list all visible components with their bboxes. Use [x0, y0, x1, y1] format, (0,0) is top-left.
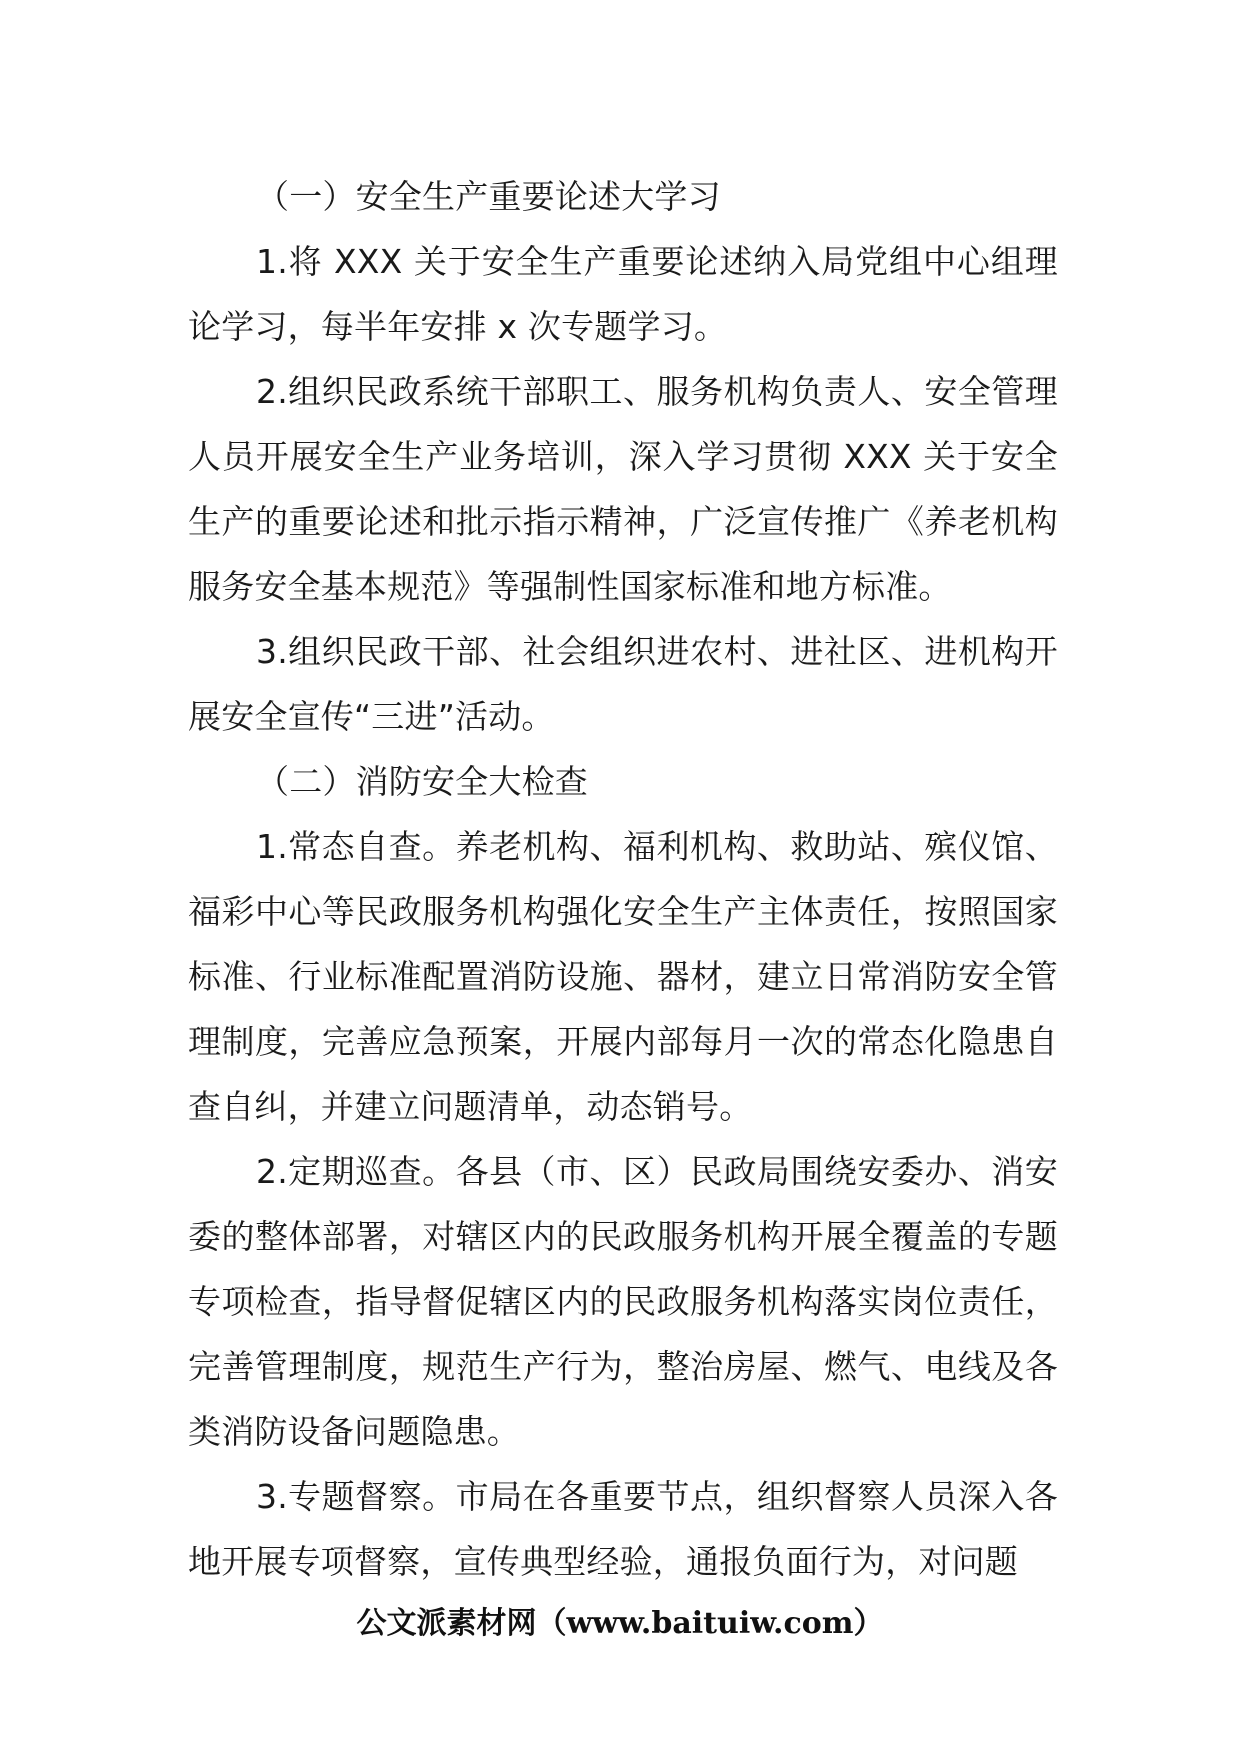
paragraph-1-1: 1.将 XXX 关于安全生产重要论述纳入局党组中心组理论学习，每半年安排 x 次专题学习。 — [188, 242, 1058, 346]
paragraph-2-2: 2.定期巡查。各县（市、区）民政局围绕安委办、消安委的整体部署，对辖区内的民政服务机构开展全覆盖的专题专项检查，指导督促辖区内的民政服务机构落实岗位责任，完善管理制度，规范生产行为，整治房屋、燃气、电线及各类消防设备问题隐患。 — [188, 1152, 1058, 1451]
section-heading-2: （二）消防安全大检查 — [256, 762, 588, 801]
paragraph-1-3: 3.组织民政干部、社会组织进农村、进社区、进机构开展安全宣传“三进”活动。 — [188, 632, 1058, 736]
document-body — [188, 164, 1058, 1594]
section-heading-1: （一）安全生产重要论述大学习 — [256, 177, 721, 216]
footer-watermark: 公文派素材网（www.baituiw.com） — [356, 1606, 884, 1641]
paragraph-2-1: 1.常态自查。养老机构、福利机构、救助站、殡仪馆、福彩中心等民政服务机构强化安全生产主体责任，按照国家标准、行业标准配置消防设施、器材，建立日常消防安全管理制度，完善应急预案，开展内部每月一次的常态化隐患自查自纠，并建立问题清单，动态销号。 — [188, 827, 1058, 1126]
paragraph-2-3: 3.专题督察。市局在各重要节点，组织督察人员深入各地开展专项督察，宣传典型经验，通报负面行为，对问题 — [188, 1477, 1058, 1581]
paragraph-1-2: 2.组织民政系统干部职工、服务机构负责人、安全管理人员开展安全生产业务培训，深入学习贯彻 XXX 关于安全生产的重要论述和批示指示精神，广泛宣传推广《养老机构服务安全基本规范》等强制性国家标准和地方标准。 — [188, 372, 1058, 606]
